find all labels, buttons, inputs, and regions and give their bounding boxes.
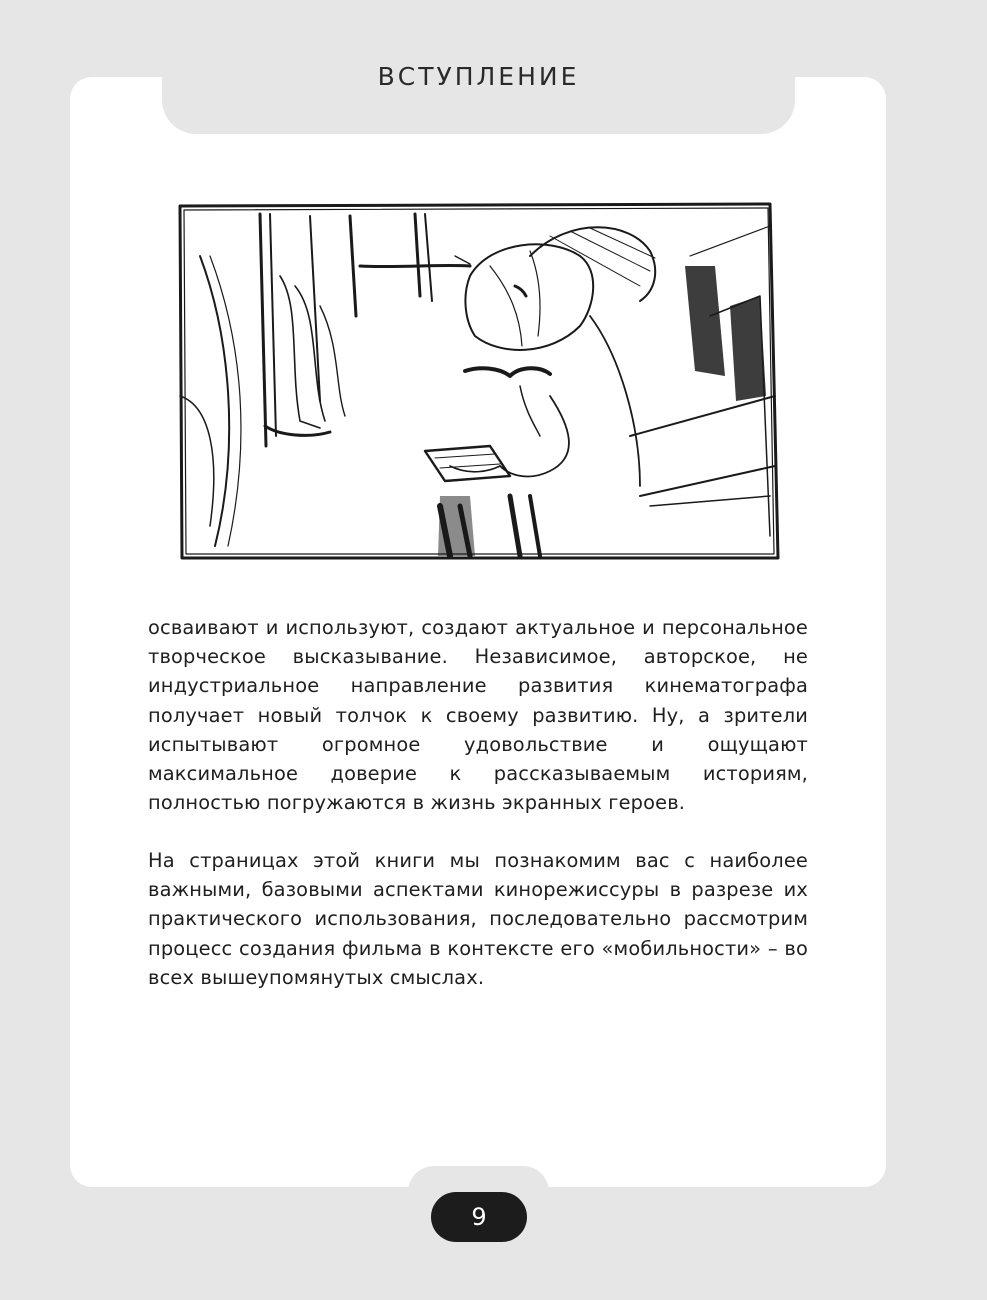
body-paragraph: На страницах этой книги мы познакомим вас с наиболее важными, базовыми аспектами кинорежиссуры в разрезе их практического использования, последовательно рассмотрим процесс создания фильма в контексте его «мобильности» – во всех вышеупомянутых смыслах. — [148, 849, 808, 989]
chapter-title: ВСТУПЛЕНИЕ — [377, 62, 580, 91]
page-number: 9 — [431, 1192, 527, 1242]
body-paragraph: осваивают и используют, создают актуальное и персональное творческое высказывание. Независимое, авторское, не индустриальное направление развития кинематографа получает новый толчок к своему развитию. Ну, а зрители испытывают огромное удовольствие и ощущают максимальное доверие к рассказываемым историям, полностью погружаются в жизнь экранных героев. — [148, 616, 808, 815]
subway-passenger-sketch-icon — [170, 196, 785, 566]
